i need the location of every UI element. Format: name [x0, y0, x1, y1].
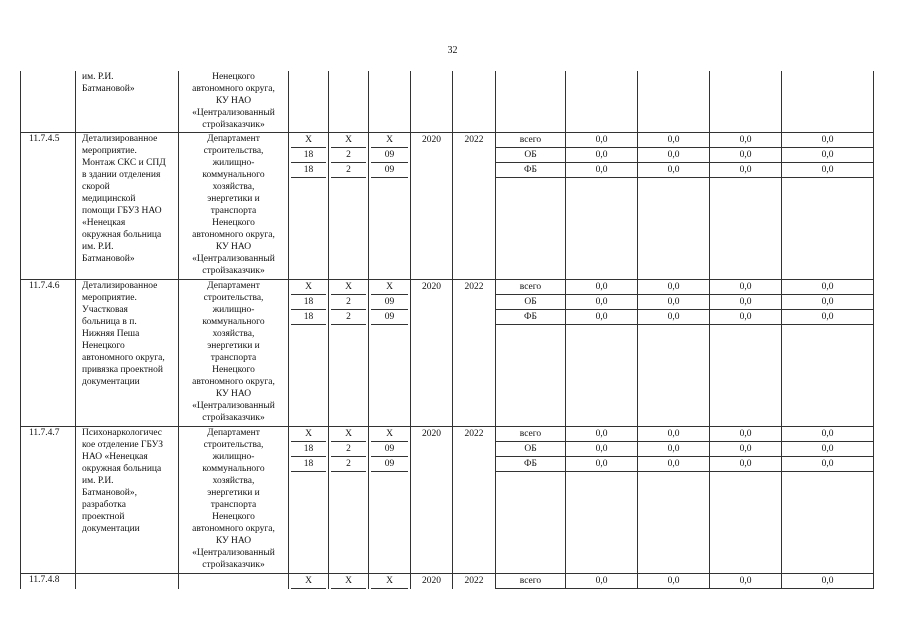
funding-source: всего [496, 280, 565, 295]
table-row [21, 279, 874, 426]
year-start-cell [411, 71, 453, 132]
amount-value: 0,0 [710, 148, 781, 163]
budget-code: X [331, 280, 366, 295]
table-body [21, 71, 874, 589]
amount-value: 0,0 [638, 133, 709, 148]
amount-value: 0,0 [638, 427, 709, 442]
year-end: 2022 [464, 134, 484, 145]
table-row [21, 71, 874, 132]
budget-code-cell [329, 573, 369, 589]
year-start-cell [411, 279, 453, 426]
year-start: 2020 [422, 428, 441, 439]
year-end-cell [453, 279, 496, 426]
budget-code: 2 [331, 148, 366, 163]
measure-code: 11.7.4.7 [29, 427, 60, 438]
amount-value: 0,0 [710, 442, 781, 457]
budget-code: 18 [291, 163, 326, 178]
budget-code-cell [289, 426, 329, 573]
amount-value: 0,0 [782, 442, 873, 457]
amount-value: 0,0 [782, 280, 873, 295]
year-start-cell [411, 132, 453, 279]
measure-code-cell [21, 426, 76, 573]
table-row [21, 426, 874, 573]
funding-source: ФБ [496, 457, 565, 472]
funding-source: ОБ [496, 442, 565, 457]
budget-code-cell [369, 426, 411, 573]
budget-code-cell [369, 279, 411, 426]
funding-source: ФБ [496, 163, 565, 178]
budget-code: 09 [371, 295, 408, 310]
responsible-executor-cell [179, 71, 289, 132]
amount-cell [566, 132, 638, 279]
amount-value: 0,0 [638, 442, 709, 457]
measure-name-cell [76, 279, 179, 426]
measure-code-cell [21, 279, 76, 426]
amount-cell [782, 573, 874, 589]
amount-cell [638, 71, 710, 132]
funding-source-cell [496, 279, 566, 426]
budget-code: X [291, 280, 326, 295]
year-end: 2022 [464, 428, 484, 439]
measure-code-cell [21, 132, 76, 279]
amount-value: 0,0 [566, 457, 637, 472]
table-row [21, 132, 874, 279]
budget-code: X [371, 427, 408, 442]
amount-value: 0,0 [638, 163, 709, 178]
responsible-executor-cell [179, 426, 289, 573]
amount-value: 0,0 [566, 148, 637, 163]
budget-code: X [291, 427, 326, 442]
year-end: 2022 [464, 281, 484, 292]
amount-value: 0,0 [566, 427, 637, 442]
amount-value: 0,0 [782, 427, 873, 442]
amount-value: 0,0 [566, 310, 637, 325]
amount-cell [638, 426, 710, 573]
responsible-executor: Департамент строительства, жилищно- коммунального хозяйства, энергетики и транспорта Ненецкого автономного округа, КУ НАО «Централизованный стройзаказчик» [192, 280, 275, 423]
budget-code: X [371, 574, 408, 589]
budget-code: X [331, 574, 366, 589]
budget-code: 18 [291, 442, 326, 457]
amount-cell [566, 426, 638, 573]
amount-value: 0,0 [710, 310, 781, 325]
funding-source: ОБ [496, 295, 565, 310]
budget-code: 18 [291, 457, 326, 472]
amount-value: 0,0 [638, 148, 709, 163]
budget-code: X [291, 574, 326, 589]
year-end-cell [453, 573, 496, 589]
amount-value: 0,0 [782, 148, 873, 163]
amount-value: 0,0 [566, 133, 637, 148]
measure-name-cell [76, 426, 179, 573]
budget-code-cell [369, 132, 411, 279]
amount-value: 0,0 [710, 427, 781, 442]
budget-code: 09 [371, 148, 408, 163]
budget-code: 2 [331, 310, 366, 325]
amount-value: 0,0 [638, 457, 709, 472]
amount-value: 0,0 [638, 310, 709, 325]
budget-code-cell [329, 279, 369, 426]
measure-name-cell [76, 71, 179, 132]
budget-code: X [331, 427, 366, 442]
responsible-executor-cell [179, 279, 289, 426]
year-start: 2020 [422, 134, 441, 145]
budget-code: 2 [331, 163, 366, 178]
amount-value: 0,0 [782, 133, 873, 148]
year-end-cell [453, 132, 496, 279]
budget-code: 2 [331, 295, 366, 310]
year-start: 2020 [422, 281, 441, 292]
funding-source: всего [496, 574, 565, 589]
amount-value: 0,0 [566, 574, 637, 589]
budget-code-cell [369, 573, 411, 589]
amount-cell [710, 279, 782, 426]
amount-value: 0,0 [782, 574, 873, 589]
measure-name: Детализированное мероприятие. Участковая больница в п. Нижняя Пеша Ненецкого автономного округа, привязка проектной документации [82, 280, 165, 387]
funding-source: всего [496, 427, 565, 442]
amount-cell [638, 279, 710, 426]
amount-value: 0,0 [638, 574, 709, 589]
year-start: 2020 [422, 575, 441, 586]
amount-value: 0,0 [710, 280, 781, 295]
funding-source: ОБ [496, 148, 565, 163]
measure-code: 11.7.4.5 [29, 133, 60, 144]
amount-value: 0,0 [566, 295, 637, 310]
year-end: 2022 [464, 575, 484, 586]
measure-name: Детализированное мероприятие. Монтаж СКС и СПД в здании отделения скорой медицинской помощи ГБУЗ НАО «Ненецкая окружная больница им. Р.И. Батмановой» [82, 133, 166, 264]
amount-cell [566, 71, 638, 132]
budget-code: 09 [371, 442, 408, 457]
amount-value: 0,0 [782, 310, 873, 325]
measure-code: 11.7.4.6 [29, 280, 60, 291]
amount-value: 0,0 [710, 133, 781, 148]
amount-value: 0,0 [710, 574, 781, 589]
funding-source-cell [496, 573, 566, 589]
budget-code: X [371, 133, 408, 148]
amount-value: 0,0 [710, 295, 781, 310]
budget-code: 18 [291, 310, 326, 325]
budget-code: 2 [331, 442, 366, 457]
budget-code: 18 [291, 148, 326, 163]
page-number: 32 [447, 45, 458, 56]
measure-name-cell [76, 132, 179, 279]
measure-name: Психонаркологичес кое отделение ГБУЗ НАО «Ненецкая окружная больница им. Р.И. Батмановой», разработка проектной документации [82, 427, 163, 534]
amount-value: 0,0 [638, 295, 709, 310]
responsible-executor: Ненецкого автономного округа, КУ НАО «Централизованный стройзаказчик» [192, 72, 275, 130]
budget-code-cell [329, 426, 369, 573]
responsible-executor: Департамент строительства, жилищно- коммунального хозяйства, энергетики и транспорта Ненецкого автономного округа, КУ НАО «Централизованный стройзаказчик» [192, 427, 275, 570]
amount-cell [710, 573, 782, 589]
amount-cell [710, 426, 782, 573]
budget-code: X [371, 280, 408, 295]
budget-code-cell [369, 71, 411, 132]
amount-value: 0,0 [566, 442, 637, 457]
budget-code-cell [329, 71, 369, 132]
measure-name: им. Р.И. Батмановой» [82, 72, 135, 94]
budget-code-cell [289, 573, 329, 589]
amount-value: 0,0 [710, 163, 781, 178]
amount-cell [638, 132, 710, 279]
responsible-executor-cell [179, 132, 289, 279]
budget-code-cell [329, 132, 369, 279]
amount-value: 0,0 [566, 280, 637, 295]
amount-cell [782, 132, 874, 279]
measure-name-cell [76, 573, 179, 589]
amount-value: 0,0 [782, 457, 873, 472]
budget-code: 09 [371, 310, 408, 325]
budget-code-cell [289, 279, 329, 426]
budget-code: 09 [371, 163, 408, 178]
year-end-cell [453, 71, 496, 132]
amount-cell [782, 279, 874, 426]
responsible-executor-cell [179, 573, 289, 589]
amount-value: 0,0 [782, 295, 873, 310]
funding-source-cell [496, 426, 566, 573]
table-row [21, 573, 874, 589]
amount-cell [782, 426, 874, 573]
amount-cell [566, 573, 638, 589]
budget-code-cell [289, 71, 329, 132]
amount-value: 0,0 [782, 163, 873, 178]
budget-code: 09 [371, 457, 408, 472]
funding-source: всего [496, 133, 565, 148]
responsible-executor: Департамент строительства, жилищно- коммунального хозяйства, энергетики и транспорта Ненецкого автономного округа, КУ НАО «Централизованный стройзаказчик» [192, 133, 275, 276]
funding-source-cell [496, 71, 566, 132]
budget-table [20, 71, 874, 589]
budget-code: 2 [331, 457, 366, 472]
funding-source-cell [496, 132, 566, 279]
measure-code-cell [21, 71, 76, 132]
amount-value: 0,0 [566, 163, 637, 178]
measure-code: 11.7.4.8 [29, 574, 60, 585]
budget-code-cell [289, 132, 329, 279]
year-start-cell [411, 573, 453, 589]
amount-cell [782, 71, 874, 132]
budget-code: X [331, 133, 366, 148]
budget-code: X [291, 133, 326, 148]
amount-cell [710, 132, 782, 279]
measure-code-cell [21, 573, 76, 589]
budget-code: 18 [291, 295, 326, 310]
amount-cell [566, 279, 638, 426]
funding-source: ФБ [496, 310, 565, 325]
amount-cell [710, 71, 782, 132]
amount-value: 0,0 [710, 457, 781, 472]
amount-value: 0,0 [638, 280, 709, 295]
year-start-cell [411, 426, 453, 573]
year-end-cell [453, 426, 496, 573]
amount-cell [638, 573, 710, 589]
